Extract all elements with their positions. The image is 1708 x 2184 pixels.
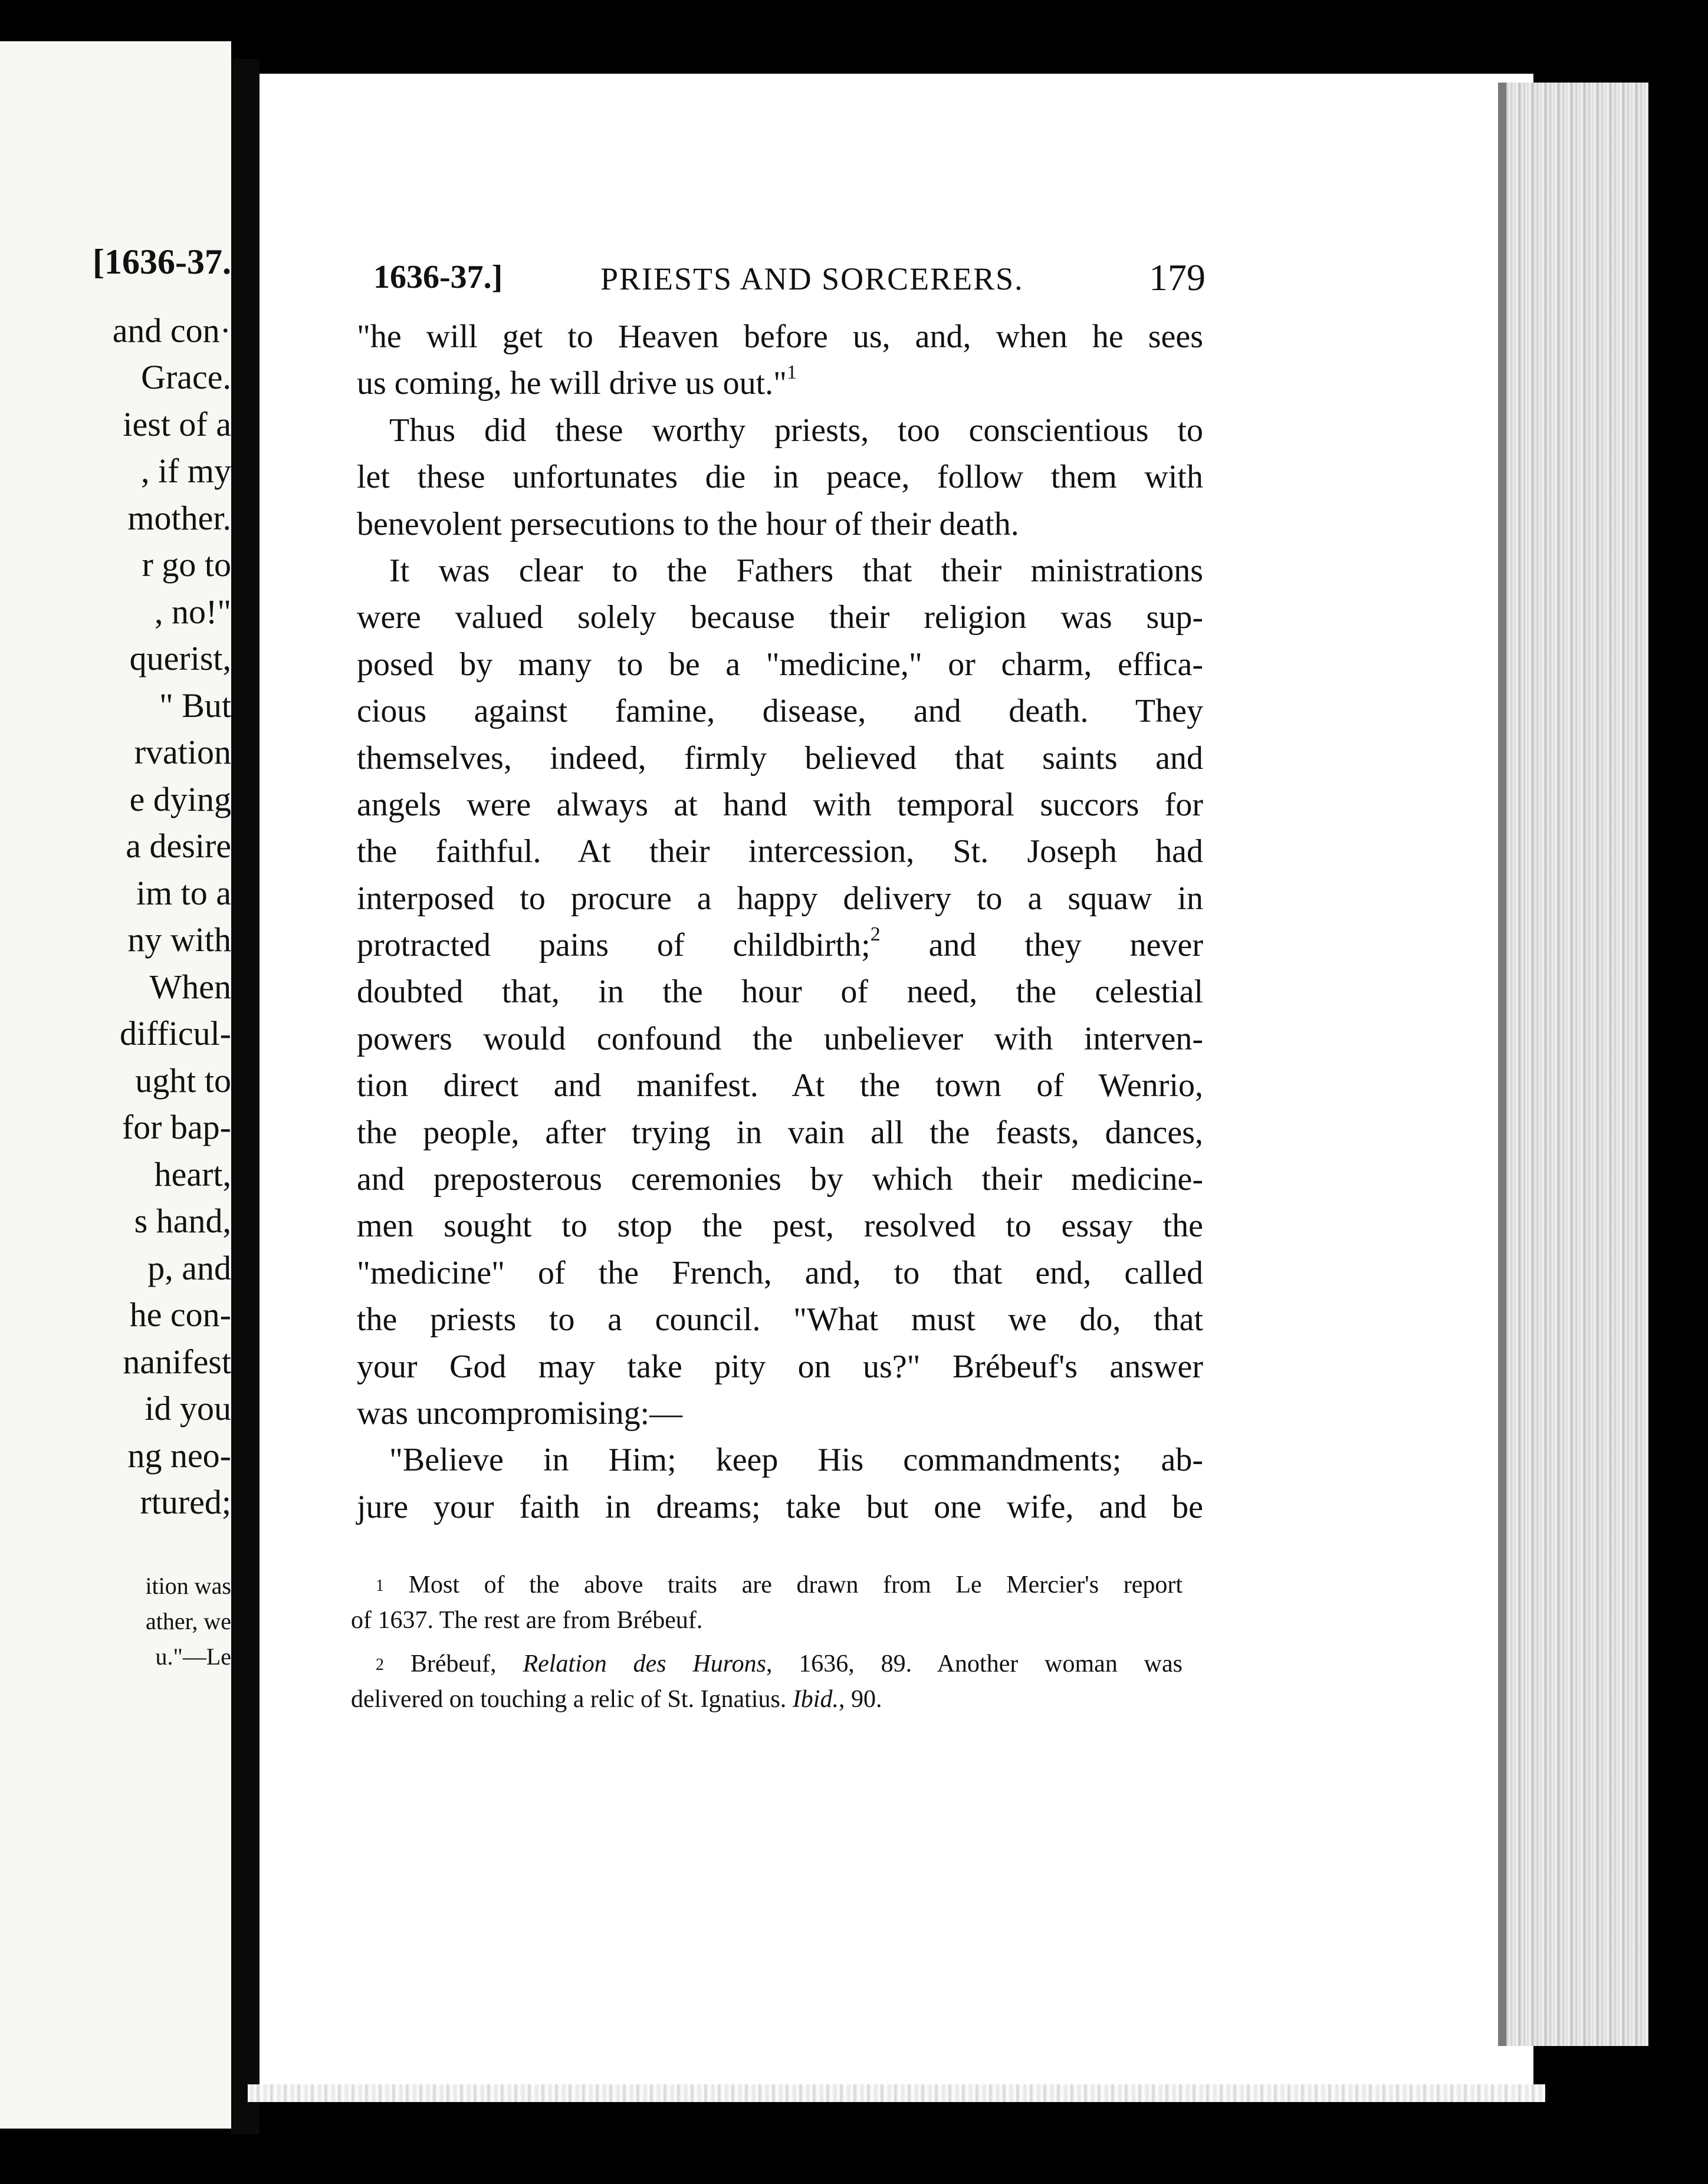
previous-page-line: heart,	[154, 1155, 231, 1193]
body-line: tion direct and manifest. At the town of Wenrio,	[357, 1067, 1203, 1104]
previous-page-line: difficul-	[120, 1014, 231, 1052]
footnote-1-number: 1	[376, 1577, 384, 1595]
running-head-title: PRIESTS AND SORCERERS.	[600, 261, 1024, 297]
previous-page-line: nanifest	[123, 1343, 231, 1381]
previous-page-line: rvation	[134, 733, 231, 771]
body-line: jure your faith in dreams; take but one wife, and be	[357, 1488, 1203, 1525]
previous-page-line: rtured;	[140, 1483, 231, 1521]
footnote-ref-1: 1	[787, 361, 797, 384]
previous-page-footnote-line: u."—Le	[155, 1643, 231, 1670]
body-line: your God may take pity on us?" Brébeuf's answer	[357, 1348, 1203, 1385]
previous-page-line: When	[149, 968, 231, 1006]
previous-page-line: mother.	[127, 499, 231, 537]
previous-page-line: Grace.	[141, 358, 231, 396]
footnote-2-line: delivered on touching a relic of St. Ignatius. Ibid., 90.	[351, 1686, 882, 1713]
body-line: "he will get to Heaven before us, and, when he sees	[357, 318, 1203, 355]
footnote-2-line: $^2$ Brébeuf, Relation des Hurons, 1636, 89. Another woman was	[376, 1650, 1183, 1678]
body-line: angels were always at hand with temporal succors for	[357, 786, 1203, 823]
body-line: interposed to procure a happy delivery to a squaw in	[357, 880, 1203, 917]
body-line: the faithful. At their intercession, St. Joseph had	[357, 833, 1203, 870]
body-text	[357, 314, 1203, 1531]
footnote-1-line: $^1$ Most of the above traits are drawn from Le Mercier's report	[376, 1571, 1183, 1598]
previous-page-fragment	[0, 41, 231, 2129]
previous-page-line: ught to	[135, 1061, 231, 1100]
body-line: let these unfortunates die in peace, follow them with	[357, 459, 1203, 496]
body-line: and preposterous ceremonies by which their medicine-	[357, 1161, 1203, 1198]
body-line: the priests to a council. "What must we do, that	[357, 1301, 1203, 1338]
footnotes	[351, 1567, 1183, 1717]
page-edges	[1501, 83, 1648, 2046]
previous-page-line: querist,	[129, 639, 231, 677]
page-bottom-edge	[248, 2084, 1545, 2102]
previous-page-line: and con·	[112, 311, 231, 350]
footnote-2-number: 2	[376, 1656, 384, 1674]
body-line: themselves, indeed, firmly believed that saints and	[357, 739, 1203, 777]
previous-page-line: " But	[159, 686, 231, 725]
previous-page-line: , if my	[140, 452, 231, 490]
body-line: benevolent persecutions to the hour of their death.	[357, 505, 1019, 542]
book-gutter	[231, 59, 260, 2134]
previous-page-running-head: [1636-37.	[93, 242, 231, 281]
paragraph-start-line: Thus did these worthy priests, too conscientious to	[389, 412, 1203, 449]
body-line: powers would confound the unbeliever with interven-	[357, 1020, 1203, 1057]
page-edge-shadow	[1498, 83, 1506, 2046]
body-line: the people, after trying in vain all the feasts, dances,	[357, 1114, 1203, 1151]
body-line: cious against famine, disease, and death. They	[357, 693, 1203, 730]
previous-page-footnote-line: ition was	[145, 1573, 231, 1599]
paragraph-start-line: It was clear to the Fathers that their ministrations	[389, 552, 1203, 589]
page-number: 179	[1149, 256, 1206, 298]
previous-page-line: im to a	[136, 874, 231, 912]
previous-page-line: , no!"	[155, 593, 231, 631]
previous-page-line: e dying	[129, 780, 231, 818]
previous-page-line: id you	[144, 1389, 231, 1428]
body-line: men sought to stop the pest, resolved to essay the	[357, 1208, 1203, 1245]
body-line: "medicine" of the French, and, to that end, called	[357, 1254, 1203, 1291]
previous-page-line: s hand,	[134, 1202, 231, 1240]
footnote-ref-2: 2	[870, 923, 881, 946]
body-line: posed by many to be a "medicine," or charm, effica-	[357, 646, 1203, 683]
previous-page-line: ng neo-	[127, 1436, 231, 1475]
previous-page-line: for bap-	[121, 1108, 231, 1146]
previous-page-line: p, and	[147, 1249, 231, 1287]
previous-page-line: he con-	[129, 1295, 231, 1334]
body-line: protracted pains of childbirth;$^2$ and they never	[357, 923, 1203, 964]
previous-page-line: r go to	[142, 545, 231, 584]
running-head-date: 1636-37.]	[373, 259, 503, 295]
previous-page-line: ny with	[127, 920, 231, 959]
body-line: doubted that, in the hour of need, the celestial	[357, 973, 1203, 1011]
body-line: us coming, he will drive us out."$^1$	[357, 361, 797, 402]
footnote-1-line: of 1637. The rest are from Brébeuf.	[351, 1607, 703, 1634]
previous-page-footnote-line: ather, we	[146, 1608, 231, 1634]
body-line: was uncompromising:—	[357, 1394, 683, 1432]
body-line: were valued solely because their religion was sup-	[357, 599, 1203, 636]
previous-page-line: iest of a	[123, 405, 231, 443]
previous-page-line: a desire	[126, 827, 231, 865]
paragraph-start-line: "Believe in Him; keep His commandments; ab-	[389, 1442, 1203, 1479]
